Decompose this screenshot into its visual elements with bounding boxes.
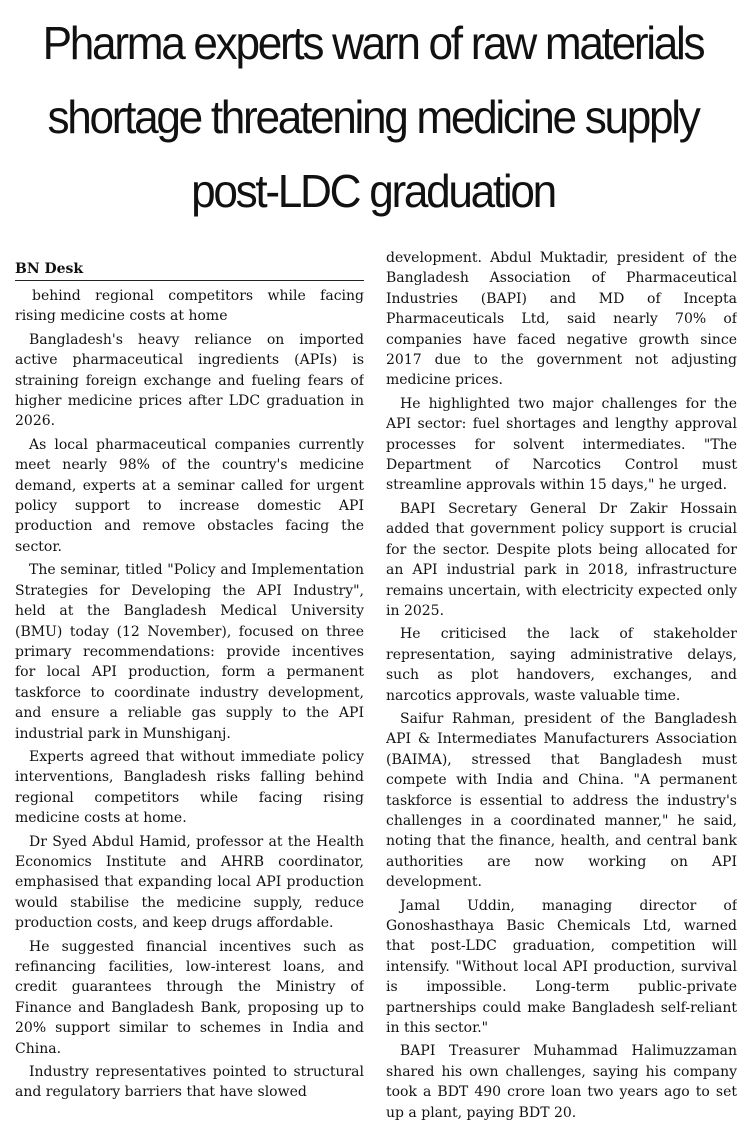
paragraph: The seminar, titled "Policy and Implementation Strategies for Developing the API Industry", held at the Bangladesh Medical University (BMU) today (12 November), focused on three primary recommendations: provide incentives for local API production, form a permanent taskforce to coordinate industry development, and ensure a reliable gas supply to the API industrial park in Munshiganj. xyxy=(15,562,364,742)
paragraph: Dr Syed Abdul Hamid, professor at the Health Economics Institute and AHRB coordinator, emphasised that expanding local API production would stabilise the medicine supply, reduce production costs, and keep drugs affordable. xyxy=(15,833,364,932)
paragraph: He highlighted two major challenges for the API sector: fuel shortages and lengthy approval processes for solvent intermediates. "The Department of Narcotics Control must streamline approvals within 15 days," he urged. xyxy=(386,395,737,494)
headline xyxy=(15,6,731,228)
byline: BN Desk xyxy=(15,258,364,281)
paragraph: behind regional competitors while facing rising medicine costs at home xyxy=(15,288,364,325)
paragraph: As local pharmaceutical companies currently meet nearly 98% of the country's medicine demand, experts at a seminar called for urgent policy support to increase domestic API production and remove obstacles facing the sector. xyxy=(15,436,364,555)
headline-line: shortage threatening medicine supply xyxy=(47,91,699,143)
paragraph: He criticised the lack of stakeholder representation, saying administrative delays, such as plot handovers, exchanges, and narcotics approvals, waste valuable time. xyxy=(386,626,737,704)
paragraph: He suggested financial incentives such as refinancing facilities, low-interest loans, and credit guarantees through the Ministry of Finance and Bangladesh Bank, proposing up to 20% support similar to schemes in India and China. xyxy=(15,938,364,1057)
left-column xyxy=(15,286,364,1144)
paragraph: Industry representatives pointed to structural and regulatory barriers that have slowed xyxy=(15,1064,364,1101)
paragraph: BAPI Secretary General Dr Zakir Hossain added that government policy support is crucial for the sector. Despite plots being allocated for an API industrial park in 2018, infrastructure remains uncertain, with electricity expected only in 2025. xyxy=(386,500,737,619)
paragraph: Jamal Uddin, managing director of Gonoshasthaya Basic Chemicals Ltd, warned that post-LDC graduation, competition will intensify. "Without local API production, survival is impossible. Long-term public-private partnerships could make Bangladesh self-reliant in this sector." xyxy=(386,897,737,1037)
paragraph: Bangladesh's heavy reliance on imported active pharmaceutical ingredients (APIs) is straining foreign exchange and fueling fears of higher medicine prices after LDC graduation in 2026. xyxy=(15,331,364,430)
paragraph: BAPI Treasurer Muhammad Halimuzzaman shared his own challenges, saying his company took a BDT 490 crore loan two years ago to set up a plant, paying BDT 20. xyxy=(386,1043,737,1121)
headline-line: Pharma experts warn of raw materials xyxy=(42,17,704,69)
paragraph: Saifur Rahman, president of the Bangladesh API & Intermediates Manufacturers Association (BAIMA), stressed that Bangladesh must compete with India and China. "A permanent taskforce is essential to address the industry's challenges in a coordinated manner," he said, noting that the finance, health, and central bank authorities are now working on API development. xyxy=(386,710,737,891)
paragraph: Experts agreed that without immediate policy interventions, Bangladesh risks falling behind regional competitors while facing rising medicine costs at home. xyxy=(15,748,364,827)
right-column xyxy=(386,248,737,1144)
headline-line: post-LDC graduation xyxy=(191,165,555,217)
paragraph: development. Abdul Muktadir, president of the Bangladesh Association of Pharmaceutical Industries (BAPI) and MD of Incepta Pharmaceuticals Ltd, said nearly 70% of companies have faced negative growth since 2017 due to the government not adjusting medicine prices. xyxy=(386,250,737,389)
